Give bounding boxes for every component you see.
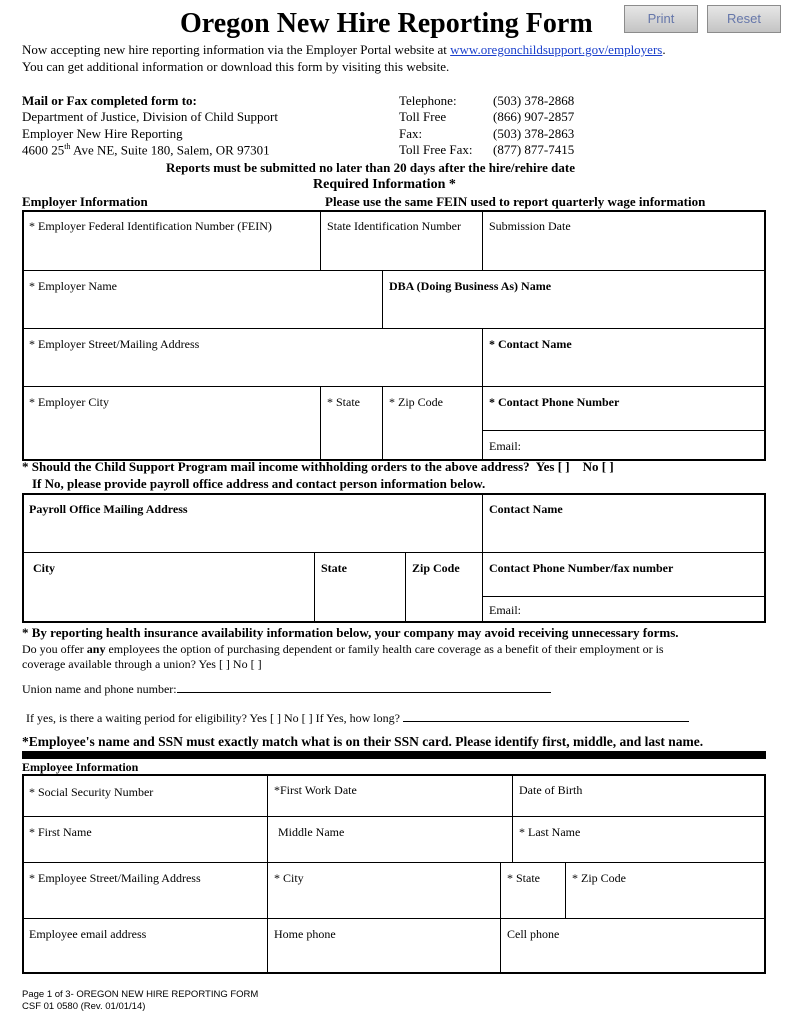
contact-value-toll-free-fax: (877) 877-7415 bbox=[493, 142, 575, 157]
employee-section-title: Employee Information bbox=[22, 760, 139, 774]
mail-line-1: Department of Justice, Division of Child Support bbox=[22, 109, 279, 124]
footer-form-number: CSF 01 0580 (Rev. 01/01/14) bbox=[22, 1001, 146, 1012]
insurance-question-line-2: coverage available through a union? Yes [ ] No [ ] bbox=[22, 657, 262, 671]
home-phone-field[interactable]: Home phone bbox=[267, 918, 501, 974]
employee-state-field[interactable]: * State bbox=[500, 862, 566, 919]
contact-value-fax: (503) 378-2863 bbox=[493, 126, 575, 141]
payroll-zip-field[interactable]: Zip Code bbox=[405, 552, 483, 623]
fein-note: Please use the same FEIN used to report quarterly wage information bbox=[325, 194, 706, 209]
employee-address-field[interactable]: * Employee Street/Mailing Address bbox=[22, 862, 268, 919]
first-name-field[interactable]: * First Name bbox=[22, 816, 268, 863]
middle-name-field[interactable]: Middle Name bbox=[267, 816, 513, 863]
payroll-contact-phone-field[interactable]: Contact Phone Number/fax number bbox=[482, 552, 766, 597]
contact-value-toll-free: (866) 907-2857 bbox=[493, 109, 575, 124]
dba-name-field[interactable]: DBA (Doing Business As) Name bbox=[382, 270, 766, 329]
mail-heading: Mail or Fax completed form to: bbox=[22, 93, 197, 108]
employee-zip-field[interactable]: * Zip Code bbox=[565, 862, 766, 919]
employer-email-field[interactable]: Email: bbox=[482, 430, 766, 461]
contact-label-toll-free-fax: Toll Free Fax: bbox=[399, 142, 473, 157]
union-name-row: Union name and phone number: bbox=[22, 681, 551, 697]
payroll-contact-name-field[interactable]: Contact Name bbox=[482, 493, 766, 553]
section-divider bbox=[22, 751, 766, 759]
print-button[interactable]: Print bbox=[624, 5, 698, 33]
employer-fein-field[interactable]: * Employer Federal Identification Number (FEIN) bbox=[22, 210, 321, 271]
intro-line-1: Now accepting new hire reporting information via the Employer Portal website at www.oregonchildsupport.gov/employers. bbox=[22, 42, 666, 57]
waiting-period-input[interactable] bbox=[403, 710, 689, 722]
employer-portal-link[interactable]: www.oregonchildsupport.gov/employers bbox=[450, 42, 663, 57]
withholding-yes-checkbox[interactable]: Yes [ ] bbox=[535, 459, 570, 474]
mail-line-2: Employer New Hire Reporting bbox=[22, 126, 183, 141]
ssn-field[interactable]: * Social Security Number bbox=[22, 774, 268, 817]
contact-phone-field[interactable]: * Contact Phone Number bbox=[482, 386, 766, 431]
contact-label-telephone: Telephone: bbox=[399, 93, 457, 108]
employer-state-field[interactable]: * State bbox=[320, 386, 383, 461]
employee-city-field[interactable]: * City bbox=[267, 862, 501, 919]
last-name-field[interactable]: * Last Name bbox=[512, 816, 766, 863]
employee-ssn-notice: *Employee's name and SSN must exactly match what is on their SSN card. Please identify first, middle, and last name. bbox=[22, 734, 704, 749]
cell-phone-field[interactable]: Cell phone bbox=[500, 918, 766, 974]
intro-line-2: You can get additional information or download this form by visiting this website. bbox=[22, 59, 450, 74]
insurance-question-line-1: Do you offer any employees the option of purchasing dependent or family health care coverage as a benefit of their employment or is bbox=[22, 642, 664, 656]
submission-date-field[interactable]: Submission Date bbox=[482, 210, 766, 271]
payroll-address-field[interactable]: Payroll Office Mailing Address bbox=[22, 493, 483, 553]
reset-button[interactable]: Reset bbox=[707, 5, 781, 33]
insurance-headline: * By reporting health insurance availability information below, your company may avoid receiving unnecessary forms. bbox=[22, 625, 679, 640]
payroll-state-field[interactable]: State bbox=[314, 552, 406, 623]
withholding-no-checkbox[interactable]: No [ ] bbox=[582, 459, 614, 474]
employer-address-field[interactable]: * Employer Street/Mailing Address bbox=[22, 328, 483, 387]
union-name-input[interactable] bbox=[177, 681, 551, 693]
footer-page-info: Page 1 of 3- OREGON NEW HIRE REPORTING FORM bbox=[22, 989, 259, 1000]
employer-city-field[interactable]: * Employer City bbox=[22, 386, 321, 461]
first-work-date-field[interactable]: *First Work Date bbox=[267, 774, 513, 817]
payroll-email-field[interactable]: Email: bbox=[482, 596, 766, 623]
mail-line-3: 4600 25th Ave NE, Suite 180, Salem, OR 97301 bbox=[22, 142, 270, 158]
employee-email-field[interactable]: Employee email address bbox=[22, 918, 268, 974]
contact-label-toll-free: Toll Free bbox=[399, 109, 447, 124]
payroll-city-field[interactable]: City bbox=[22, 552, 315, 623]
required-info-heading: Required Information * bbox=[313, 177, 456, 192]
page-title: Oregon New Hire Reporting Form bbox=[180, 8, 593, 39]
contact-name-field[interactable]: * Contact Name bbox=[482, 328, 766, 387]
contact-label-fax: Fax: bbox=[399, 126, 423, 141]
employer-name-field[interactable]: * Employer Name bbox=[22, 270, 383, 329]
deadline-notice: Reports must be submitted no later than 20 days after the hire/rehire date bbox=[166, 160, 575, 175]
state-id-field[interactable]: State Identification Number bbox=[320, 210, 483, 271]
date-of-birth-field[interactable]: Date of Birth bbox=[512, 774, 766, 817]
withholding-question: * Should the Child Support Program mail income withholding orders to the above address? Yes [ ] No [ ] bbox=[22, 459, 614, 474]
employer-section-title: Employer Information bbox=[22, 194, 148, 209]
waiting-period-row: If yes, is there a waiting period for eligibility? Yes [ ] No [ ] If Yes, how long? bbox=[26, 710, 689, 726]
withholding-followup: If No, please provide payroll office address and contact person information below. bbox=[32, 476, 486, 491]
employer-zip-field[interactable]: * Zip Code bbox=[382, 386, 483, 461]
contact-value-telephone: (503) 378-2868 bbox=[493, 93, 575, 108]
